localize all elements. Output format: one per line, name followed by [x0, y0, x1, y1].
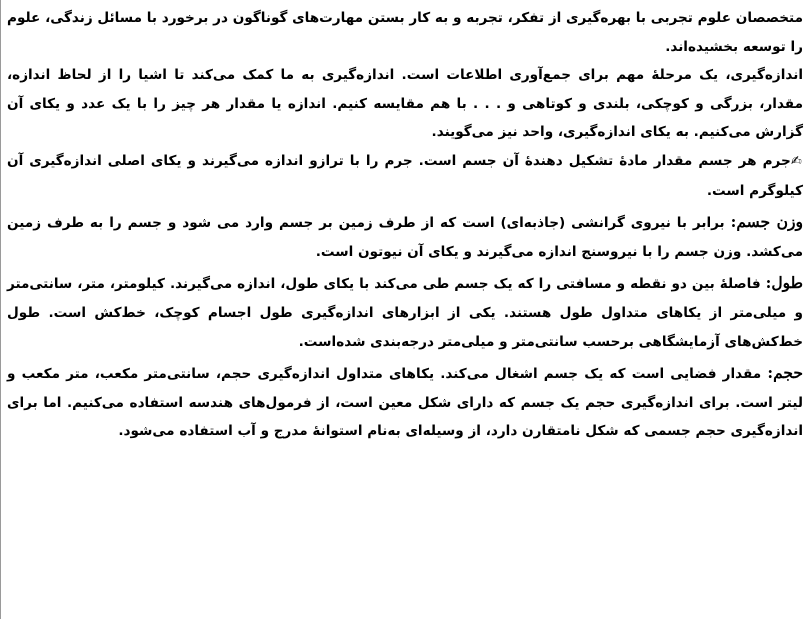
paragraph-volume — [7, 359, 803, 446]
paragraph-intro — [7, 4, 803, 61]
volume-term: حجم: — [767, 363, 803, 383]
weight-text: برابر با نیروی گرانشی (جاذبه‌ای) است که از طرف زمین بر جسم وارد می شود و جسم را به طرف زمین می‌کشد. وزن جسم را با نیروسنج اندازه می‌گیرند و یکای آن نیوتون است. — [7, 215, 803, 260]
length-term: طول: — [765, 273, 803, 293]
paragraph-length — [7, 269, 803, 356]
writing-hand-icon: ✍ — [790, 153, 803, 169]
length-text: فاصلهٔ بین دو نقطه و مسافتی را که یک جسم طی می‌کند با یکای طول، اندازه می‌گیرند. کیلومتر، متر، سانتی‌متر و میلی‌متر از یکاهای متداول طول هستند. یکی از ابزارهای اندازه‌گیری طول اجسام کوچک، خط‌کش است. طول خط‌کش‌های آزمایشگاهی برحسب سانتی‌متر و میلی‌متر درجه‌بندی شده‌است. — [7, 276, 803, 350]
measurement-text: اندازه‌گیری، یک مرحلهٔ مهم برای جمع‌آوری اطلاعات است. اندازه‌گیری به ما کمک می‌کند تا اشیا را از لحاظ اندازه، مقدار، بزرگی و کوچکی، بلندی و کوتاهی و . . . با هم مقایسه کنیم. اندازه یا مقدار هر چیز را با یک عدد و یکای آن گزارش می‌کنیم. به یکای اندازه‌گیری، واحد نیز می‌گویند. — [7, 67, 803, 141]
weight-term: وزن جسم: — [730, 212, 803, 232]
volume-text: مقدار فضایی است که یک جسم اشغال می‌کند. یکاهای متداول اندازه‌گیری حجم، سانتی‌متر مکعب، متر مکعب و لیتر است. برای اندازه‌گیری حجم یک جسم که دارای شکل معین است، از فرمول‌های هندسه استفاده می‌کنیم. اما برای اندازه‌گیری حجم جسمی که شکل نامتقارن دارد، از وسیله‌ای به‌نام استوانهٔ مدرج و آب استفاده می‌شود. — [7, 366, 803, 440]
mass-text: جرم هر جسم مقدار مادهٔ تشکیل دهندهٔ آن جسم است. جرم را با ترازو اندازه می‌گیرند و یکای اصلی اندازه‌گیری آن کیلوگرم است. — [7, 152, 803, 199]
intro-text: متخصصان علوم تجربی با بهره‌گیری از تفکر، تجربه و به کار بستن مهارت‌های گوناگون در برخورد با مسائل زندگی، علوم را توسعه بخشیده‌اند. — [7, 10, 803, 55]
paragraph-mass — [7, 147, 803, 205]
paragraph-weight — [7, 208, 803, 266]
paragraph-measurement — [7, 61, 803, 147]
